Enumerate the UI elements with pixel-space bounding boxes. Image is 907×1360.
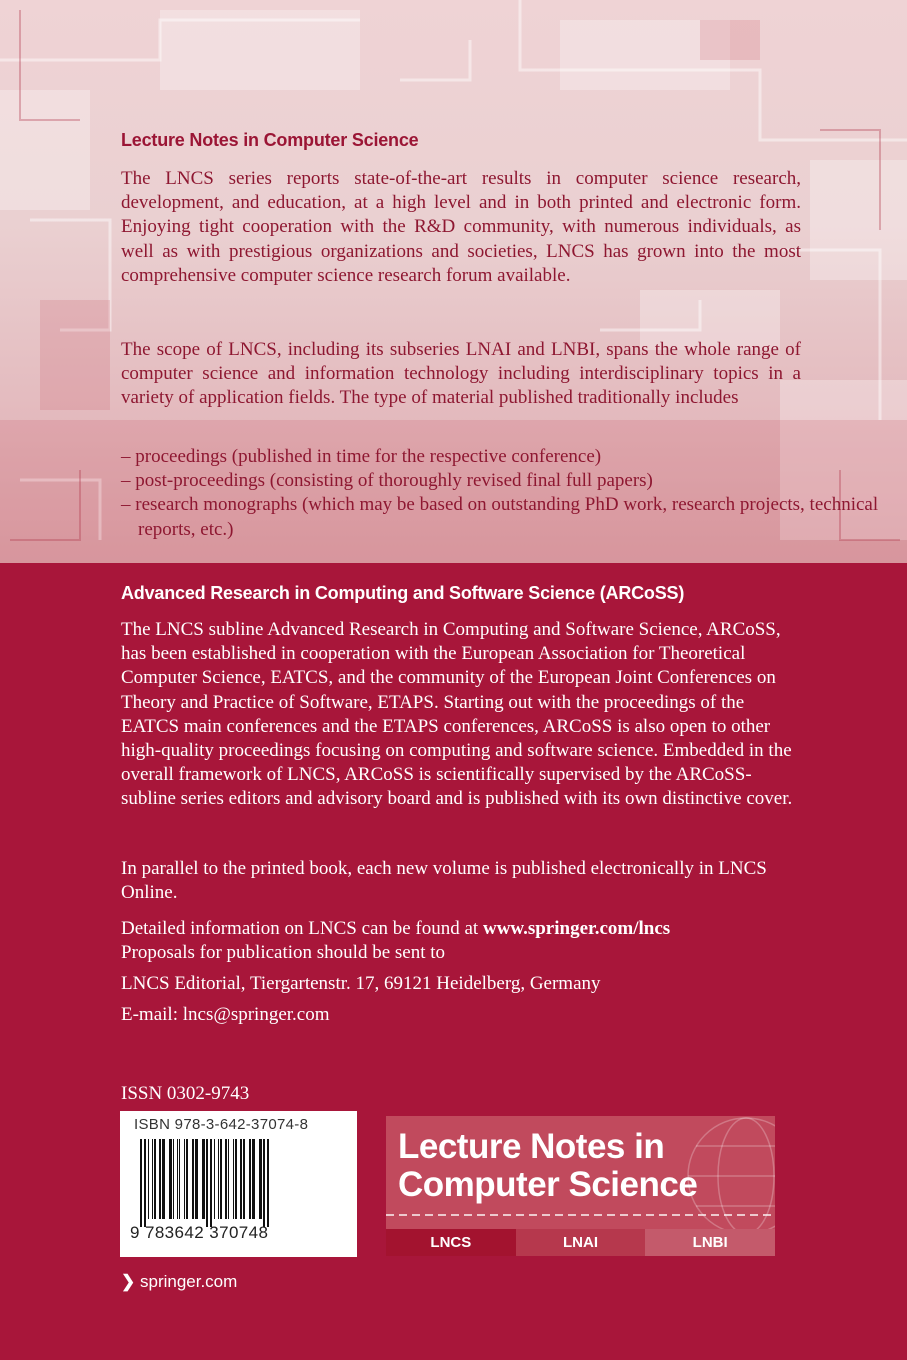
- isbn-label: ISBN 978-3-642-37074-8: [134, 1116, 309, 1133]
- barcode-bar: [243, 1139, 245, 1219]
- email-line: E-mail: lncs@springer.com: [121, 1004, 330, 1025]
- barcode-bar: [202, 1139, 205, 1219]
- barcode-bar: [249, 1139, 251, 1219]
- barcode-bar: [184, 1139, 185, 1219]
- barcode-bar: [218, 1139, 219, 1219]
- tab-lncs: LNCS: [386, 1229, 516, 1256]
- barcode-bar: [228, 1139, 229, 1219]
- barcode-bar: [214, 1139, 215, 1219]
- logo-line-2: Computer Science: [398, 1165, 698, 1204]
- springer-text: springer.com: [139, 1272, 238, 1291]
- barcode-bar: [240, 1139, 242, 1219]
- barcode-bar: [225, 1139, 227, 1219]
- barcode-bar: [154, 1139, 156, 1219]
- barcode-guard-bar: [206, 1139, 208, 1227]
- chevron-right-icon: ❯: [121, 1272, 136, 1291]
- issn: ISSN 0302-9743: [121, 1083, 250, 1104]
- lncs-logo: [386, 1116, 775, 1256]
- barcode-bar: [152, 1139, 153, 1219]
- list-item: – research monographs (which may be based on outstanding PhD work, research projects, technical reports, etc.): [121, 494, 879, 540]
- barcode-bar: [252, 1139, 255, 1219]
- arcoss-description: The LNCS subline Advanced Research in Computing and Software Science, ARCoSS, has been established in cooperation with the European Association for Theoretical Computer Science, EATCS, and the community of the European Joint Conferences on Theory and Practice of Software, ETAPS. Starting out with the proceedings of the EATCS main conferences and the ETAPS conferences, ARCoSS is also open to other high-quality proceedings focusing on computing and software science. Embedded in the overall framework of LNCS, ARCoSS is scientifically supervised by the ARCoSS-subline series editors and advisory board and is published with its own distinctive cover.: [121, 619, 793, 810]
- logo-title: [398, 1128, 697, 1204]
- barcode-bar: [192, 1139, 194, 1219]
- tab-lnai: LNAI: [516, 1229, 646, 1256]
- list-item: – post-proceedings (consisting of thoroughly revised final full papers): [121, 470, 653, 492]
- barcode-bar: [159, 1139, 161, 1219]
- online-note: In parallel to the printed book, each new volume is published electronically in LNCS Online.: [121, 858, 767, 904]
- barcode-bar: [148, 1139, 149, 1219]
- barcode-bar: [179, 1139, 180, 1219]
- arcoss-heading: Advanced Research in Computing and Software Science (ARCoSS): [121, 583, 685, 603]
- isbn-barcode: [120, 1111, 357, 1257]
- barcode-bar: [259, 1139, 262, 1219]
- barcode-bar: [173, 1139, 174, 1219]
- list-item: – proceedings (published in time for the respective conference): [121, 446, 602, 467]
- barcode-guard-bar: [210, 1139, 212, 1227]
- info-line: [121, 917, 801, 941]
- barcode-guard-bar: [263, 1139, 265, 1227]
- barcode-bar: [195, 1139, 198, 1219]
- barcode-guard-bar: [267, 1139, 269, 1227]
- tab-lnbi: LNBI: [645, 1229, 775, 1256]
- subseries-bar: [386, 1229, 775, 1256]
- barcode-bar: [233, 1139, 234, 1219]
- barcode-bar: [235, 1139, 237, 1219]
- barcode-bar: [186, 1139, 188, 1219]
- barcode-guard-bar: [140, 1139, 142, 1227]
- lncs-scope: The scope of LNCS, including its subseries LNAI and LNBI, spans the whole range of computer science and information technology including interdisciplinary topics in a variety of application fields. The type of material published traditionally includes: [121, 339, 801, 409]
- lncs-description: The LNCS series reports state-of-the-art results in computer science research, development, and education, at a high level and in both printed and electronic form. Enjoying tight cooperation with the R&D community, with numerous individuals, as well as with prestigious organizations and societies, LNCS has grown into the most comprehensive computer science research forum available.: [121, 168, 801, 286]
- proposals-line: Proposals for publication should be sent to: [121, 942, 446, 963]
- barcode-bar: [177, 1139, 178, 1219]
- isbn-digits: 9 783642 370748: [130, 1223, 269, 1242]
- editorial-address: LNCS Editorial, Tiergartenstr. 17, 69121 Heidelberg, Germany: [121, 973, 601, 994]
- barcode-bar: [220, 1139, 222, 1219]
- lncs-heading: Lecture Notes in Computer Science: [121, 130, 419, 150]
- lncs-section: [0, 0, 907, 563]
- barcode-bar: [162, 1139, 165, 1219]
- info-text: Detailed information on LNCS can be found at: [121, 918, 483, 939]
- springer-link[interactable]: [121, 1272, 237, 1292]
- barcode-bar: [169, 1139, 172, 1219]
- lncs-url-link[interactable]: www.springer.com/lncs: [482, 918, 671, 939]
- publication-types-list: [121, 445, 907, 542]
- barcode-guard-bar: [144, 1139, 146, 1227]
- logo-line-1: Lecture Notes in: [398, 1127, 665, 1166]
